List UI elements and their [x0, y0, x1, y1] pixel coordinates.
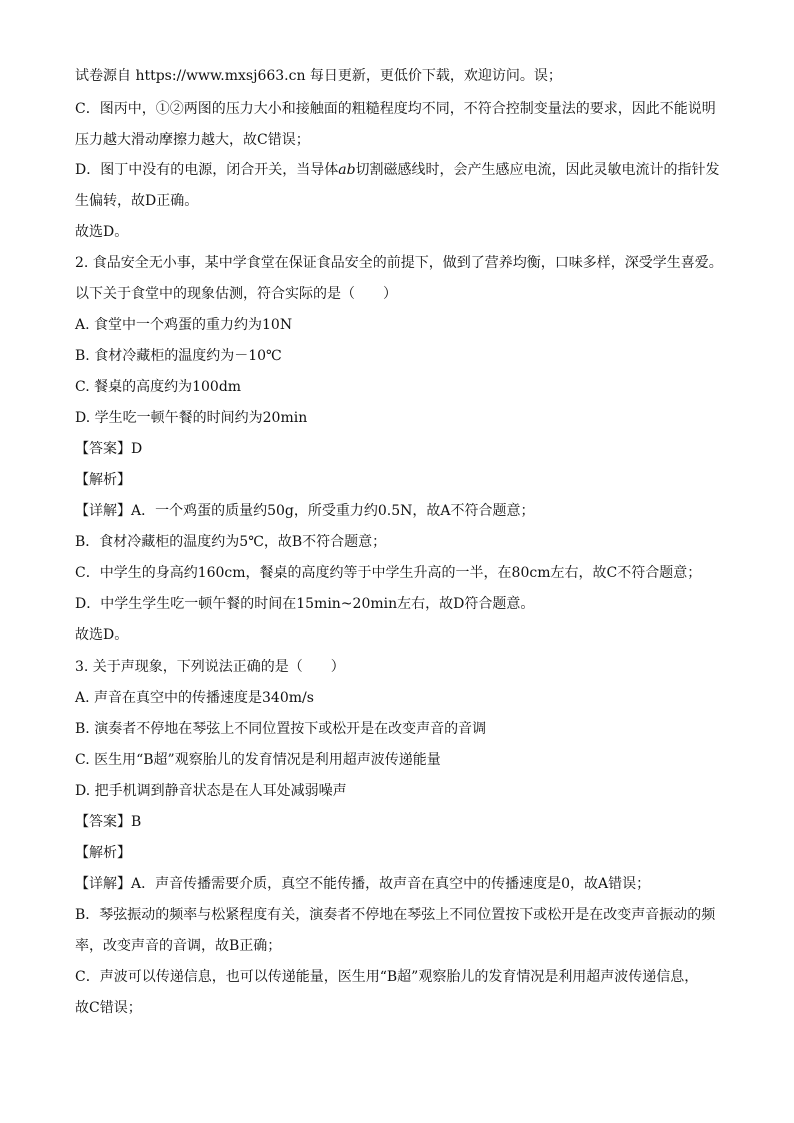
q2-detail-c: C．中学生的身高约160cm，餐桌的高度约等于中学生升高的一半，在80cm左右，故C不符合题意；: [75, 565, 702, 581]
q1-option-d-conductor-ab: ab: [338, 162, 356, 178]
q3-option-c: C. 医生用“B超”观察胎儿的发育情况是利用超声波传递能量: [75, 752, 441, 768]
q1-option-d-line1: [75, 160, 725, 180]
q2-stem-line1: 2. 食品安全无小事，某中学食堂在保证食品安全的前提下，做到了营养均衡，口味多样，深受学生喜爱。: [75, 255, 723, 271]
q2-detail-d: D．中学生学生吃一顿午餐的时间在15min~20min左右，故D符合题意。: [75, 596, 535, 612]
q3-analysis-heading: 【解析】: [75, 845, 131, 861]
q3-stem: 3. 关于声现象，下列说法正确的是（ ）: [75, 659, 345, 675]
q2-stem-line2: 以下关于食堂中的现象估测，符合实际的是（ ）: [75, 286, 397, 302]
q3-detail-c-line1: C．声波可以传递信息，也可以传递能量，医生用“B超”观察胎儿的发育情况是利用超声波传递信息，: [75, 969, 699, 985]
q1-option-c-line2: 压力越大滑动摩擦力越大，故C错误；: [75, 132, 310, 148]
q2-detail-b: B．食材冷藏柜的温度约为5℃，故B不符合题意；: [75, 534, 387, 550]
q3-option-b: B. 演奏者不停地在琴弦上不同位置按下或松开是在改变声音的音调: [75, 721, 487, 737]
q2-option-b: B. 食材冷藏柜的温度约为－10℃: [75, 348, 282, 364]
q2-choose: 故选D。: [75, 627, 129, 643]
q3-detail-b-line2: 率，改变声音的音调，故B正确；: [75, 938, 282, 954]
q2-option-c: C. 餐桌的高度约为100dm: [75, 379, 242, 395]
q3-detail-a: 【详解】A．声音传播需要介质，真空不能传播，故声音在真空中的传播速度是0，故A错误；: [75, 876, 651, 892]
q2-detail-a: 【详解】A．一个鸡蛋的质量约50g，所受重力约0.5N，故A不符合题意；: [75, 503, 535, 519]
q1-choose: 故选D。: [75, 224, 129, 240]
q3-answer: 【答案】B: [75, 814, 142, 830]
q1-option-d-text-b: 切割磁感线时，会产生感应电流，因此灵敏电流计的指针发: [355, 162, 720, 178]
q2-answer: 【答案】D: [75, 441, 143, 457]
q3-option-d: D. 把手机调到静音状态是在人耳处减弱噪声: [75, 783, 347, 799]
q1-option-d-text-a: D．图丁中没有的电源，闭合开关，当导体: [75, 162, 339, 178]
q3-option-a: A. 声音在真空中的传播速度是340m/s: [75, 690, 314, 706]
q2-option-a: A. 食堂中一个鸡蛋的重力约为10N: [75, 317, 293, 333]
header-source-text: 试卷源自 https://www.mxsj663.cn 每日更新，更低价下载，欢迎访问。误；: [75, 68, 562, 84]
q3-detail-b-line1: B．琴弦振动的频率与松紧程度有关，演奏者不停地在琴弦上不同位置按下或松开是在改变声音振动的频: [75, 907, 716, 923]
q2-option-d: D. 学生吃一顿午餐的时间约为20min: [75, 410, 308, 426]
q1-option-c-line1: C．图丙中，①②两图的压力大小和接触面的粗糙程度均不同，不符合控制变量法的要求，因此不能说明: [75, 101, 716, 117]
q2-analysis-heading: 【解析】: [75, 472, 131, 488]
q3-detail-c-line2: 故C错误；: [75, 1000, 142, 1016]
q1-option-d-line2: 生偏转，故D正确。: [75, 193, 199, 209]
